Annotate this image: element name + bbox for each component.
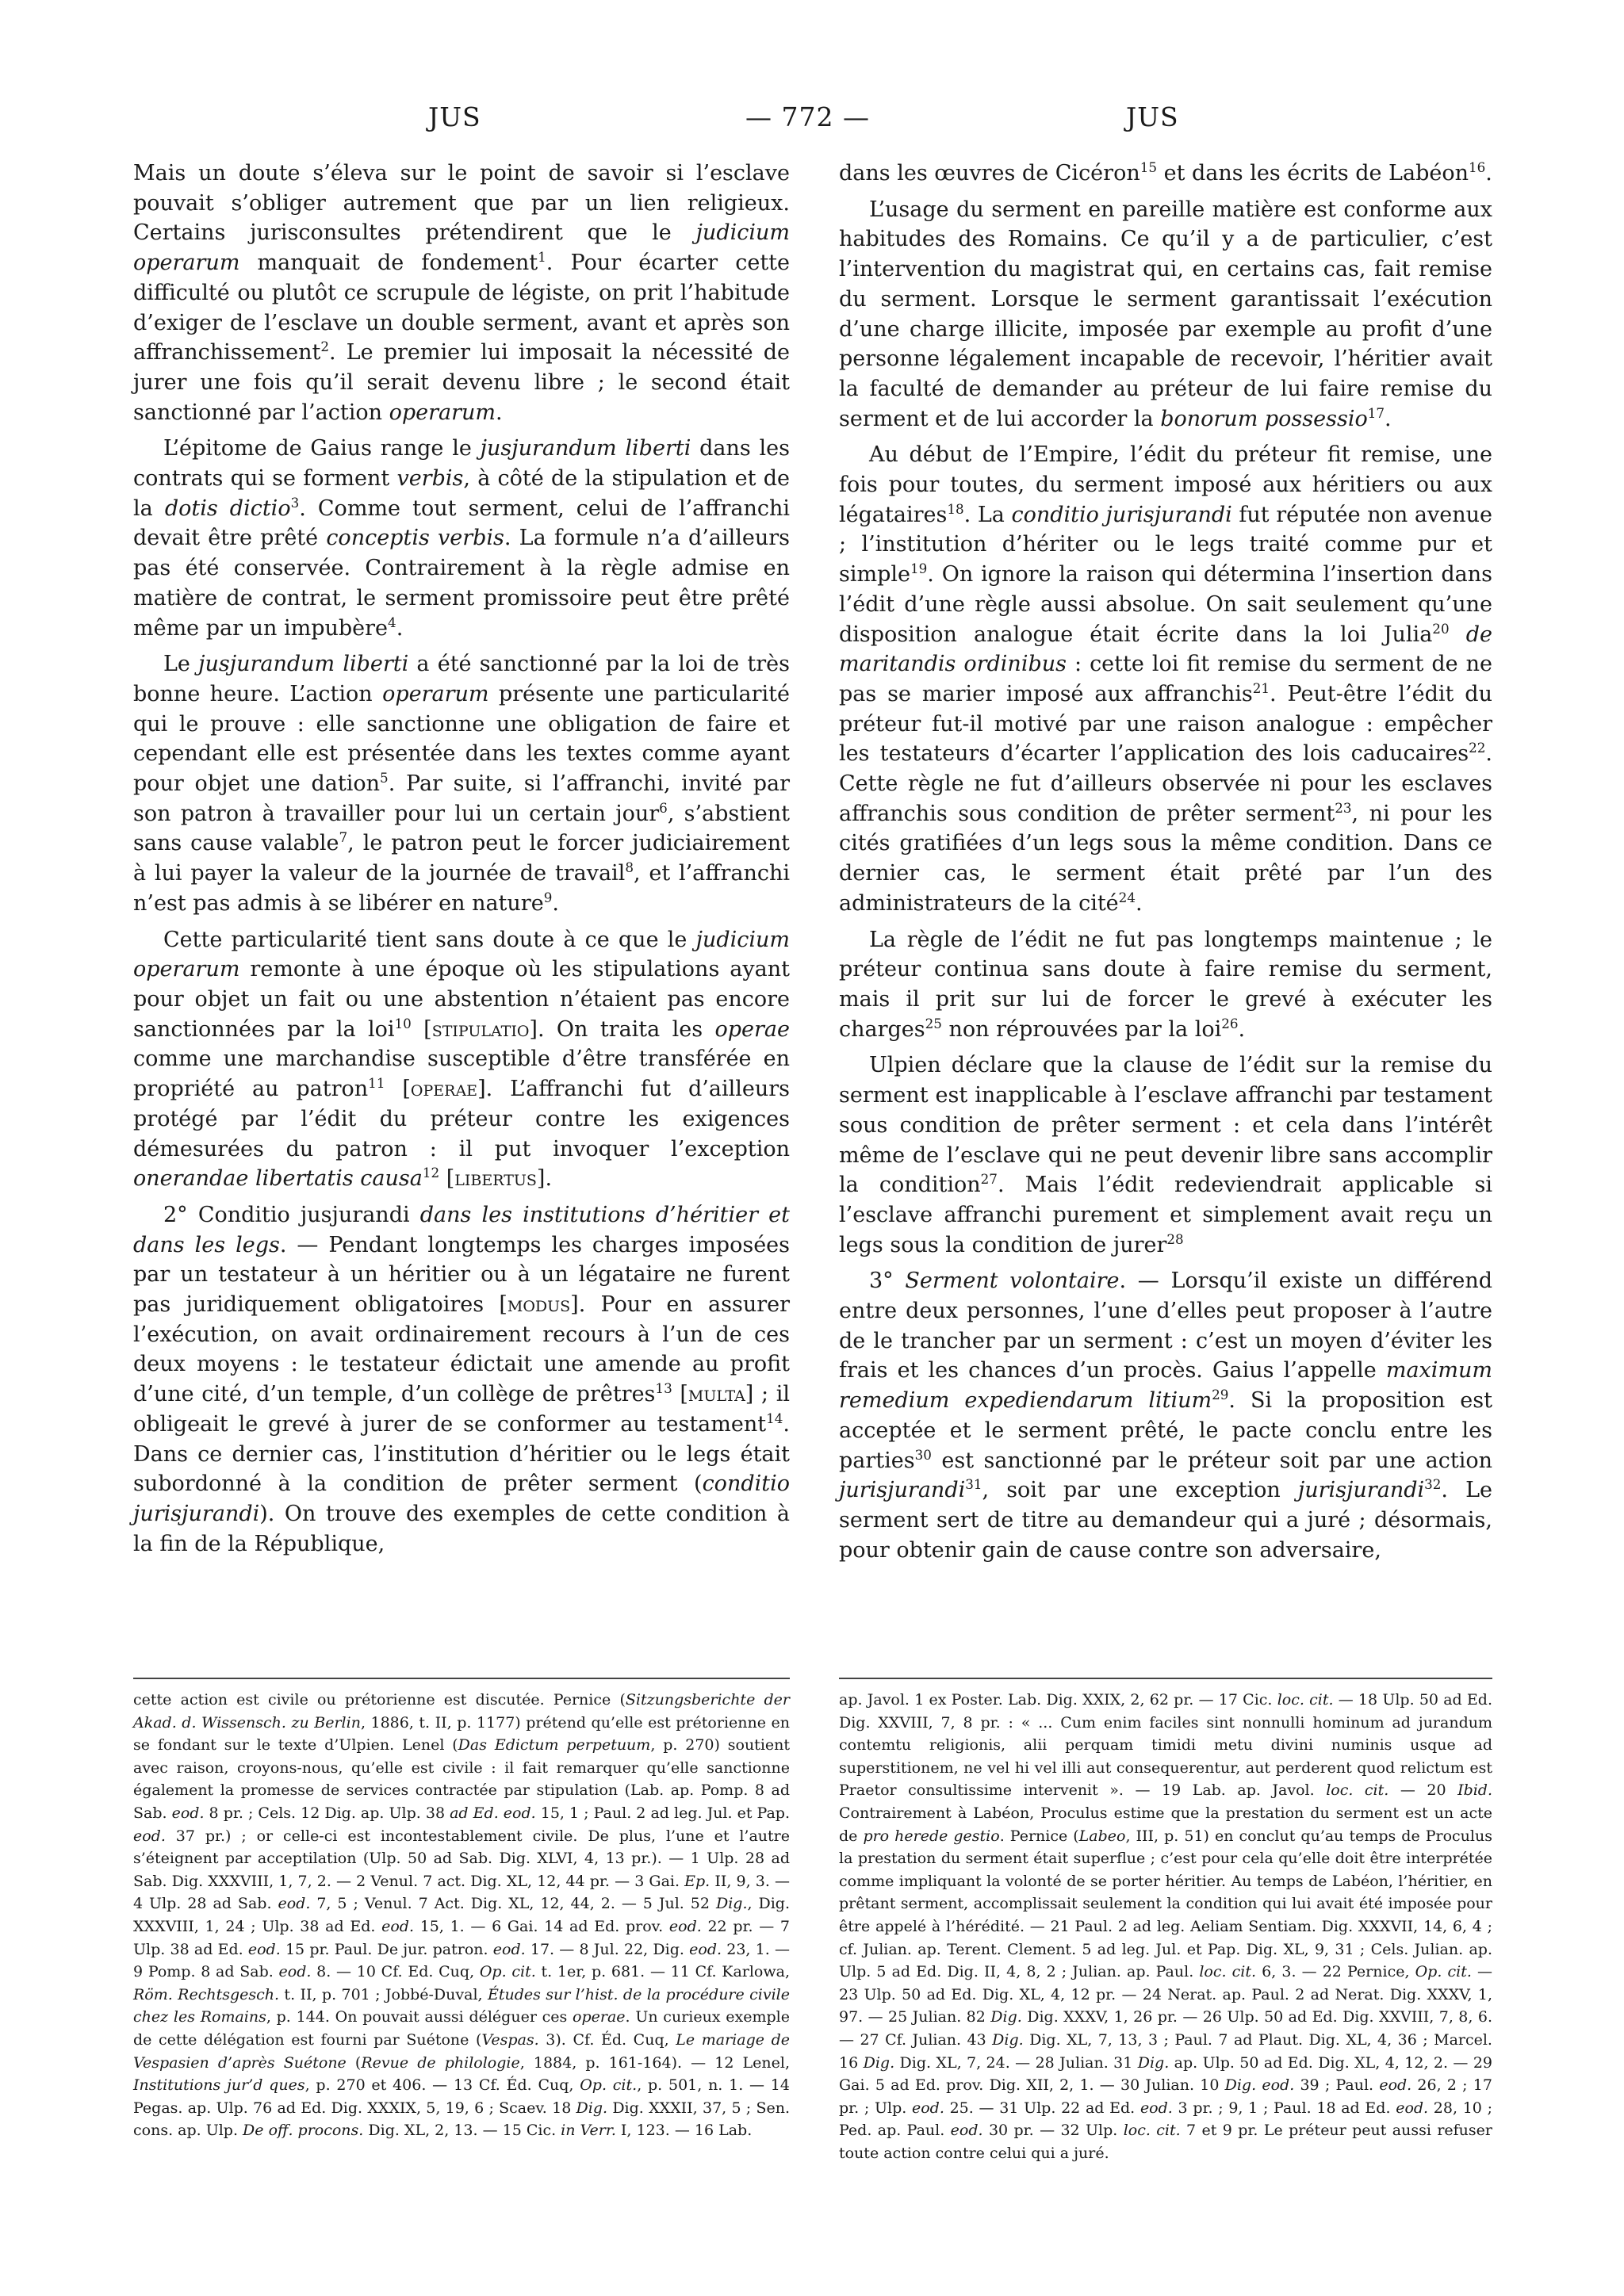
footnote-ref: 10: [394, 1015, 412, 1031]
footnote-ref: 23: [1335, 799, 1352, 816]
footnote-ref: 25: [925, 1015, 942, 1031]
footnote-ref: 21: [1252, 679, 1270, 696]
paragraph: L’épitome de Gaius range le jusjurandum liberti dans les contrats qui se forment verbis, à côté de la stipulation et de la dotis dictio$^3$. Comme tout serment, celui de l’affranchi devait être prêté conceptis verbis. La formule n’a d’ailleurs pas été conservée. Contrairement à la règle admise en matière de contrat, le serment promissoire peut être prêté même par un impubère$^4$.: [133, 436, 790, 641]
paragraph: 3° Serment volontaire. — Lorsqu’il existe un différend entre deux personnes, l’une d’elles peut proposer à l’autre de le trancher par un serment : c’est un moyen d’éviter les frais et les chances d’un procès. Gaius l’appelle maximum remedium expediendarum litium$^{29}$. Si la proposition est acceptée et le serment prêté, le pacte conclu entre les parties$^{30}$ est sanctionné par le préteur soit par une action jurisjurandi$^{31}$, soit par une exception jurisjurandi$^{32}$. Le serment sert de titre au demandeur qui a juré ; désormais, pour obtenir gain de cause contre son adversaire,: [839, 1269, 1492, 1563]
footnote-ref: 19: [910, 561, 928, 577]
footnote-ref: 27: [980, 1171, 998, 1188]
paragraph: Mais un doute s’éleva sur le point de savoir si l’esclave pouvait s’obliger autrement que par un lien religieux. Certains jurisconsultes prétendirent que le judicium operarum manquait de fondement$^1$. Pour écarter cette difficulté ou plutôt ce scrupule de légiste, on prit l’habitude d’exiger de l’esclave un double serment, avant et après son affranchissement$^2$. Le premier lui imposait la nécessité de jurer une fois qu’il serait devenu libre ; le second était sanctionné par l’action operarum.: [133, 161, 791, 425]
footnote-ref: 30: [914, 1446, 932, 1463]
cross-reference: multa: [688, 1382, 745, 1407]
footnote-rule-right: [839, 1678, 1492, 1679]
footnote-ref: 15: [1139, 159, 1158, 175]
paragraph: L’usage du serment en pareille matière est conforme aux habitudes des Romains. Ce qu’il y a de particulier, c’est l’intervention du magistrat qui, en certains cas, fait remise du serment. Lorsque le serment garantissait l’exécution d’une charge illicite, imposée par exemple au profit d’une personne légalement incapable de recevoir, l’héritier avait la faculté de demander au préteur de lui faire remise du serment et de lui accorder la bonorum possessio$^{17}$.: [839, 197, 1492, 431]
running-head-right: JUS: [1126, 101, 1179, 132]
footnote-block: ap. Javol. 1 ex Poster. Lab. Dig. XXIX, 2, 62 pr. — 17 Cic. loc. cit. — 18 Ulp. 50 ad Ed. Dig. XXVIII, 7, 8 pr. : « ... Cum enim faciles sint nonnulli hominum ad jurandum contemtu religionis, alii perquam timidi metu divini numinis usque ad superstitionem, ne vel hi vel illi aut consequerentur, aut perderent quod relictum est Praetor consultissime intervenit ». — 19 Lab. ap. Javol. loc. cit. — 20 Ibid. Contrairement à Labéon, Proculus estime que la prestation du serment est un acte de pro herede gestio. Pernice (Labeo, III, p. 51) en conclut qu’au temps de Proculus la prestation du serment était superflue ; c’est pour cela qu’elle doit être interprétée comme impliquant la volonté de se porter héritier. Au temps de Labéon, l’héritier, en prêtant serment, accomplissait seulement la condition qui lui avait été imposée pour être appelé à l’hérédité. — 21 Paul. 2 ad leg. Aeliam Sentiam. Dig. XXXVII, 14, 6, 4 ; cf. Julian. ap. Terent. Clement. 5 ad leg. Jul. et Pap. Dig. XL, 9, 31 ; Cels. Julian. ap. Ulp. 5 ad Ed. Dig. II, 4, 8, 2 ; Julian. ap. Paul. loc. cit. 6, 3. — 22 Pernice, Op. cit. — 23 Ulp. 50 ad Ed. Dig. XL, 4, 12 pr. — 24 Nerat. ap. Paul. 2 ad Nerat. Dig. XXXV, 1, 97. — 25 Julian. 82 Dig. Dig. XXXV, 1, 26 pr. — 26 Ulp. 50 ad Ed. Dig. XXVIII, 7, 8, 6. — 27 Cf. Julian. 43 Dig. Dig. XL, 7, 13, 3 ; Paul. 7 ad Plaut. Dig. XL, 4, 36 ; Marcel. 16 Dig. Dig. XL, 7, 24. — 28 Julian. 31 Dig. ap. Ulp. 50 ad Ed. Dig. XL, 4, 12, 2. — 29 Gai. 5 ad Ed. prov. Dig. XII, 2, 1. — 30 Julian. 10 Dig. eod. 39 ; Paul. eod. 26, 2 ; 17 pr. ; Ulp. eod. 25. — 31 Ulp. 22 ad Ed. eod. 3 pr. ; 9, 1 ; Paul. 18 ad Ed. eod. 28, 10 ; Ped. ap. Paul. eod. 30 pr. — 32 Ulp. loc. cit. 7 et 9 pr. Le préteur peut aussi refuser toute action contre celui qui a juré.: [839, 1691, 1493, 2162]
cross-reference: stipulatio: [431, 1016, 530, 1042]
footnote-ref: 11: [368, 1075, 385, 1092]
footnote-ref: 13: [655, 1380, 672, 1397]
footnote-ref: 12: [422, 1165, 440, 1181]
footnote-ref: 32: [1424, 1476, 1442, 1493]
paragraph: Ulpien déclare que la clause de l’édit sur la remise du serment est inapplicable à l’esclave affranchi par testament sous condition de prêter serment : et cela dans l’intérêt même de l’esclave qui ne peut devenir libre sans accomplir la condition$^{27}$. Mais l’édit redeviendrait applicable si l’esclave affranchi purement et simplement avait reçu un legs sous la condition de jurer$^{28}$: [839, 1053, 1492, 1257]
paragraph: 2° Conditio jusjurandi dans les institutions d’héritier et dans les legs. — Pendant longtemps les charges imposées par un testateur à un héritier ou à un légataire ne furent pas juridiquement obligatoires [modus]. Pour en assurer l’exécution, on avait ordinairement recours à l’un de ces deux moyens : le testateur édictait une amende au profit d’une cité, d’un temple, d’un collège de prêtres$^{13}$ [multa] ; il obligeait le grevé à jurer de se conformer au testament$^{14}$. Dans ce dernier cas, l’institution d’héritier ou le legs était subordonné à la condition de prêter serment (conditio jurisjurandi). On trouve des exemples de cette condition à la fin de la République,: [133, 1202, 791, 1556]
footnote-ref: 18: [947, 500, 964, 517]
footnote-ref: 6: [659, 799, 668, 816]
footnote-ref: 26: [1221, 1015, 1239, 1031]
footnote-ref: 31: [965, 1476, 982, 1493]
cross-reference: libertus: [454, 1166, 537, 1192]
page-number: — 772 —: [745, 101, 870, 132]
footnote-ref: 2: [320, 339, 329, 355]
left-column: [133, 159, 790, 1565]
paragraph: dans les œuvres de Cicéron$^{15}$ et dans les écrits de Labéon$^{16}$.: [839, 159, 1492, 186]
running-head-left: JUS: [428, 101, 481, 132]
footnote-rule-left: [133, 1678, 790, 1679]
cross-reference: operae: [410, 1077, 478, 1102]
paragraph: Au début de l’Empire, l’édit du préteur fit remise, une fois pour toutes, du serment imposé aux héritiers ou aux légataires$^{18}$. La conditio jurisjurandi fut réputée non avenue ; l’institution d’hériter ou le legs traité comme pur et simple$^{19}$. On ignore la raison qui détermina l’insertion dans l’édit d’une règle aussi absolue. On sait seulement qu’une disposition analogue était écrite dans la loi Julia$^{20}$ de maritandis ordinibus : cette loi fit remise du serment de ne pas se marier imposé aux affranchis$^{21}$. Peut-être l’édit du préteur fut-il motivé par une raison analogue : empêcher les testateurs d’écarter l’application des lois caducaires$^{22}$. Cette règle ne fut d’ailleurs observée ni pour les esclaves affranchis sous condition de prêter serment$^{23}$, ni pour les cités gratifiées d’un legs sous la même condition. Dans ce dernier cas, le serment était prêté par l’un des administrateurs de la cité$^{24}$.: [839, 442, 1492, 916]
footnote-ref: 7: [339, 829, 348, 846]
footnote-ref: 16: [1468, 159, 1486, 175]
footnote-ref: 14: [766, 1410, 783, 1426]
paragraph: La règle de l’édit ne fut pas longtemps maintenue ; le préteur continua sans doute à faire remise du serment, mais il prit sur lui de forcer le grevé à exécuter les charges$^{25}$ non réprouvées par la loi$^{26}$.: [839, 927, 1492, 1042]
paragraph: Cette particularité tient sans doute à ce que le judicium operarum remonte à une époque où les stipulations ayant pour objet un fait ou une abstention n’étaient pas encore sanctionnées par la loi$^{10}$ [stipulatio]. On traita les operae comme une marchandise susceptible d’être transférée en propriété au patron$^{11}$ [operae]. L’affranchi fut d’ailleurs protégé par l’édit du préteur contre les exigences démesurées du patron : il put invoquer l’exception onerandae libertatis causa$^{12}$ [libertus].: [133, 927, 790, 1192]
footnote-ref: 17: [1367, 404, 1385, 421]
footnote-ref: 4: [388, 614, 396, 630]
footnote-ref: 3: [290, 494, 300, 511]
footnote-ref: 20: [1432, 620, 1450, 637]
footnote-ref: 22: [1469, 740, 1486, 756]
footnotes-right: [839, 1689, 1492, 2164]
footnote-ref: 9: [543, 889, 553, 905]
footnotes-left: [133, 1689, 790, 2142]
cross-reference: modus: [507, 1292, 571, 1318]
footnote-ref: 5: [380, 770, 389, 786]
footnote-ref: 24: [1118, 889, 1136, 905]
footnote-ref: 1: [538, 249, 546, 266]
footnote-ref: 29: [1212, 1387, 1229, 1403]
footnote-ref: 28: [1166, 1230, 1184, 1247]
footnote-block: cette action est civile ou prétorienne est discutée. Pernice (Sitzungsberichte der Akad. d. Wissensch. zu Berlin, 1886, t. II, p. 1177) prétend qu’elle est prétorienne en se fondant sur le texte d’Ulpien. Lenel (Das Edictum perpetuum, p. 270) soutient avec raison, croyons-nous, qu’elle est civile : il fait remarquer qu’elle sanctionne également la promesse de services contractée par stipulation (Lab. ap. Pomp. 8 ad Sab. eod. 8 pr. ; Cels. 12 Dig. ap. Ulp. 38 ad Ed. eod. 15, 1 ; Paul. 2 ad leg. Jul. et Pap. eod. 37 pr.) ; or celle-ci est incontestablement civile. De plus, l’une et l’autre s’éteignent par acceptilation (Ulp. 50 ad Sab. Dig. XLVI, 4, 13 pr.). — 1 Ulp. 28 ad Sab. Dig. XXXVIII, 1, 7, 2. — 2 Venul. 7 act. Dig. XL, 12, 44 pr. — 3 Gai. Ep. II, 9, 3. — 4 Ulp. 28 ad Sab. eod. 7, 5 ; Venul. 7 Act. Dig. XL, 12, 44, 2. — 5 Jul. 52 Dig., Dig. XXXVIII, 1, 24 ; Ulp. 38 ad Ed. eod. 15, 1. — 6 Gai. 14 ad Ed. prov. eod. 22 pr. — 7 Ulp. 38 ad Ed. eod. 15 pr. Paul. De jur. patron. eod. 17. — 8 Jul. 22, Dig. eod. 23, 1. — 9 Pomp. 8 ad Sab. eod. 8. — 10 Cf. Ed. Cuq, Op. cit. t. 1er, p. 681. — 11 Cf. Karlowa, Röm. Rechtsgesch. t. II, p. 701 ; Jobbé-Duval, Études sur l’hist. de la procédure civile chez les Romains, p. 144. On pouvait aussi déléguer ces operae. Un curieux exemple de cette délégation est fourni par Suétone (Vespas. 3). Cf. Éd. Cuq, Le mariage de Vespasien d’après Suétone (Revue de philologie, 1884, p. 161-164). — 12 Lenel, Institutions jur’d ques, p. 270 et 406. — 13 Cf. Éd. Cuq, Op. cit., p. 501, n. 1. — 14 Pegas. ap. Ulp. 76 ad Ed. Dig. XXXIX, 5, 19, 6 ; Scaev. 18 Dig. Dig. XXXII, 37, 5 ; Sen. cons. ap. Ulp. De off. procons. Dig. XL, 2, 13. — 15 Cic. in Verr. I, 123. — 16 Lab.: [133, 1691, 791, 2140]
footnote-ref: 8: [625, 859, 634, 876]
paragraph: Le jusjurandum liberti a été sanctionné par la loi de très bonne heure. L’action operarum présente une particularité qui le prouve : elle sanctionne une obligation de faire et cependant elle est présentée dans les textes comme ayant pour objet une dation$^5$. Par suite, si l’affranchi, invité par son patron à travailler pour lui un certain jour$^6$, s’abstient sans cause valable$^7$, le patron peut le forcer judiciairement à lui payer la valeur de la journée de travail$^8$, et l’affranchi n’est pas admis à se libérer en nature$^9$.: [133, 652, 791, 916]
right-column: [839, 159, 1492, 1571]
